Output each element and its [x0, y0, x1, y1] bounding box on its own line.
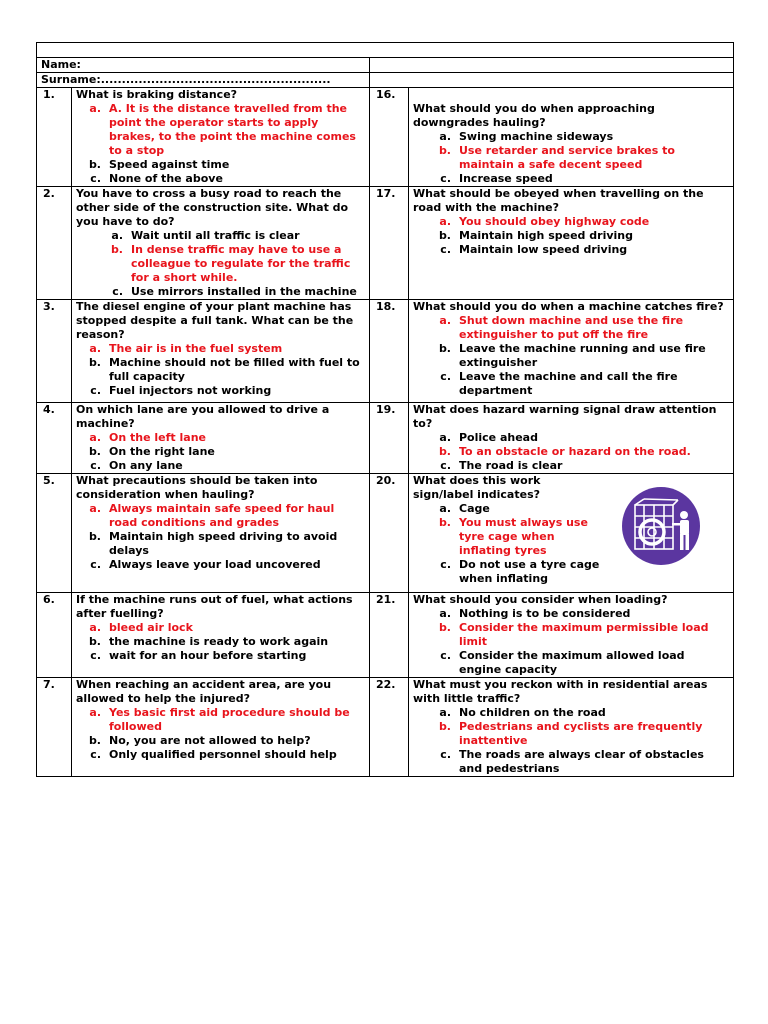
- option-text: Speed against time: [109, 158, 230, 171]
- answer-option[interactable]: [76, 459, 365, 473]
- option-text: bleed air lock: [109, 621, 193, 634]
- option-text: Machine should not be filled with fuel to full capacity: [109, 356, 360, 383]
- question-text: If the machine runs out of fuel, what actions after fuelling?: [76, 593, 353, 620]
- option-letter: c.: [440, 649, 451, 662]
- question-cell: [72, 300, 370, 403]
- option-letter: a.: [89, 431, 101, 444]
- option-letter: a.: [439, 607, 451, 620]
- answer-option[interactable]: [76, 530, 365, 558]
- question-cell: [409, 678, 734, 777]
- answer-option[interactable]: [76, 734, 365, 748]
- blank-cell: [37, 43, 734, 58]
- option-text: Always maintain safe speed for haul road conditions and grades: [109, 502, 335, 529]
- option-letter: b.: [438, 342, 451, 355]
- question-text: What is braking distance?: [76, 88, 238, 101]
- answer-option[interactable]: [76, 172, 365, 186]
- option-text: In dense traffic may have to use a colleague to regulate for the traffic for a short while.: [131, 243, 351, 284]
- answer-option-correct[interactable]: [413, 516, 603, 558]
- option-text: On the left lane: [109, 431, 206, 444]
- answer-option-correct[interactable]: [76, 502, 365, 530]
- answer-option[interactable]: [413, 649, 729, 677]
- question-text: What precautions should be taken into consideration when hauling?: [76, 474, 318, 501]
- question-cell: [72, 678, 370, 777]
- answer-options: [413, 706, 729, 776]
- question-text: The diesel engine of your plant machine has stopped despite a full tank. What can be the reason?: [76, 300, 354, 341]
- option-letter: b.: [88, 158, 101, 171]
- option-letter: b.: [438, 621, 451, 634]
- option-letter: a.: [89, 102, 101, 115]
- question-number: 7.: [37, 678, 72, 777]
- answer-option-correct[interactable]: [76, 706, 365, 734]
- option-letter: b.: [438, 445, 451, 458]
- blank-cell: [370, 58, 734, 73]
- question-cell: [72, 187, 370, 300]
- answer-option[interactable]: [76, 649, 365, 663]
- answer-option-correct[interactable]: [76, 621, 365, 635]
- answer-option-correct[interactable]: [76, 102, 365, 158]
- answer-option[interactable]: [76, 229, 365, 243]
- question-cell: [409, 88, 734, 187]
- option-letter: c.: [440, 172, 451, 185]
- option-text: Maintain high speed driving to avoid delays: [109, 530, 338, 557]
- question-text: On which lane are you allowed to drive a machine?: [76, 403, 330, 430]
- question-row: [37, 88, 734, 187]
- question-number: 21.: [370, 593, 409, 678]
- option-letter: b.: [88, 445, 101, 458]
- question-text: What should you do when a machine catches fire?: [413, 300, 724, 313]
- option-text: No, you are not allowed to help?: [109, 734, 311, 747]
- option-text: You should obey highway code: [459, 215, 650, 228]
- answer-option[interactable]: [413, 706, 729, 720]
- answer-options: [413, 607, 729, 677]
- option-text: On the right lane: [109, 445, 215, 458]
- question-row: [37, 300, 734, 403]
- answer-option[interactable]: [413, 342, 729, 370]
- question-text: What should be obeyed when travelling on the road with the machine?: [413, 187, 704, 214]
- answer-option-correct[interactable]: [413, 445, 729, 459]
- option-letter: c.: [90, 558, 101, 571]
- answer-options: [76, 229, 365, 299]
- answer-option[interactable]: [76, 748, 365, 762]
- answer-options: [76, 706, 365, 762]
- answer-option[interactable]: [76, 356, 365, 384]
- question-row: [37, 187, 734, 300]
- option-text: Consider the maximum permissible load limit: [459, 621, 709, 648]
- question-number: 17.: [370, 187, 409, 300]
- option-text: None of the above: [109, 172, 223, 185]
- answer-option[interactable]: [413, 459, 729, 473]
- option-text: Fuel injectors not working: [109, 384, 272, 397]
- option-text: A. It is the distance travelled from the point the operator starts to apply brakes, to the point the machine comes to a stop: [109, 102, 356, 157]
- option-letter: b.: [438, 516, 451, 529]
- option-letter: c.: [90, 459, 101, 472]
- option-letter: a.: [439, 706, 451, 719]
- question-text: When reaching an accident area, are you allowed to help the injured?: [76, 678, 332, 705]
- option-text: Nothing is to be considered: [459, 607, 631, 620]
- option-letter: b.: [110, 243, 123, 256]
- option-letter: a.: [439, 431, 451, 444]
- quiz-table: [36, 42, 734, 777]
- option-text: You must always use tyre cage when inflating tyres: [459, 516, 588, 557]
- answer-option[interactable]: [413, 172, 729, 186]
- answer-options: [76, 502, 365, 572]
- answer-option[interactable]: [413, 229, 729, 243]
- question-row: [37, 403, 734, 474]
- option-text: the machine is ready to work again: [109, 635, 329, 648]
- question-row: [37, 593, 734, 678]
- option-letter: c.: [440, 459, 451, 472]
- option-letter: b.: [438, 720, 451, 733]
- question-number: 19.: [370, 403, 409, 474]
- option-text: Maintain high speed driving: [459, 229, 633, 242]
- option-letter: b.: [88, 635, 101, 648]
- option-text: The roads are always clear of obstacles and pedestrians: [459, 748, 704, 775]
- option-text: Police ahead: [459, 431, 538, 444]
- option-text: To an obstacle or hazard on the road.: [459, 445, 691, 458]
- answer-option[interactable]: [413, 607, 729, 621]
- option-text: Only qualified personnel should help: [109, 748, 337, 761]
- question-number: 6.: [37, 593, 72, 678]
- answer-option[interactable]: [413, 431, 729, 445]
- surname-row: [37, 73, 734, 88]
- answer-options: [413, 314, 729, 398]
- option-letter: b.: [438, 229, 451, 242]
- option-text: Maintain low speed driving: [459, 243, 628, 256]
- answer-option-correct[interactable]: [413, 314, 729, 342]
- answer-options: [413, 502, 603, 586]
- answer-options: [413, 215, 729, 257]
- question-text: What should you do when approaching downgrades hauling?: [413, 102, 655, 129]
- answer-options: [76, 431, 365, 473]
- question-row: [37, 678, 734, 777]
- option-letter: b.: [88, 356, 101, 369]
- option-letter: c.: [440, 243, 451, 256]
- option-text: Swing machine sideways: [459, 130, 614, 143]
- question-number: 5.: [37, 474, 72, 593]
- option-letter: a.: [89, 342, 101, 355]
- answer-option-correct[interactable]: [413, 621, 729, 649]
- option-letter: a.: [89, 502, 101, 515]
- answer-option[interactable]: [413, 502, 603, 516]
- answer-option[interactable]: [76, 445, 365, 459]
- quiz-sheet: [36, 42, 733, 777]
- option-text: Cage: [459, 502, 490, 515]
- option-letter: b.: [88, 734, 101, 747]
- answer-option[interactable]: [413, 130, 729, 144]
- answer-option-correct[interactable]: [413, 720, 729, 748]
- answer-option[interactable]: [76, 558, 365, 572]
- question-text: What must you reckon with in residential areas with little traffic?: [413, 678, 708, 705]
- option-letter: c.: [90, 649, 101, 662]
- option-letter: a.: [439, 314, 451, 327]
- option-letter: a.: [439, 215, 451, 228]
- option-text: The air is in the fuel system: [109, 342, 283, 355]
- option-letter: a.: [89, 706, 101, 719]
- option-letter: c.: [440, 558, 451, 571]
- answer-option[interactable]: [76, 285, 365, 299]
- option-text: No children on the road: [459, 706, 606, 719]
- question-number: 2.: [37, 187, 72, 300]
- answer-options: [76, 342, 365, 398]
- spacer: [413, 88, 729, 102]
- answer-option[interactable]: [76, 158, 365, 172]
- tyre-cage-sign-icon: [622, 487, 700, 565]
- question-text: What does hazard warning signal draw attention to?: [413, 403, 717, 430]
- answer-option[interactable]: [413, 370, 729, 398]
- answer-option-correct[interactable]: [413, 215, 729, 229]
- answer-option[interactable]: [413, 748, 729, 776]
- option-text: Leave the machine and call the fire department: [459, 370, 678, 397]
- question-number: 16.: [370, 88, 409, 187]
- option-letter: a.: [111, 229, 123, 242]
- question-number: 4.: [37, 403, 72, 474]
- question-text: What does this work sign/label indicates?: [413, 474, 541, 501]
- question-number: 1.: [37, 88, 72, 187]
- option-text: Consider the maximum allowed load engine capacity: [459, 649, 685, 676]
- question-cell: [72, 593, 370, 678]
- question-cell: [409, 593, 734, 678]
- surname-field[interactable]: Surname:.......................................................: [37, 73, 370, 88]
- option-letter: a.: [439, 502, 451, 515]
- option-letter: b.: [88, 530, 101, 543]
- option-text: Use mirrors installed in the machine: [131, 285, 357, 298]
- answer-option-correct[interactable]: [76, 243, 365, 285]
- question-cell: [409, 403, 734, 474]
- question-number: 3.: [37, 300, 72, 403]
- question-cell: [409, 187, 734, 300]
- option-text: Yes basic first aid procedure should be followed: [109, 706, 350, 733]
- answer-options: [76, 102, 365, 186]
- option-letter: c.: [90, 172, 101, 185]
- option-letter: c.: [112, 285, 123, 298]
- answer-option[interactable]: [413, 243, 729, 257]
- option-letter: c.: [90, 384, 101, 397]
- option-letter: a.: [439, 130, 451, 143]
- question-cell: [72, 88, 370, 187]
- name-field[interactable]: Name:: [37, 58, 370, 73]
- question-cell: [409, 300, 734, 403]
- option-letter: c.: [90, 748, 101, 761]
- option-text: Always leave your load uncovered: [109, 558, 321, 571]
- answer-options: [76, 621, 365, 663]
- answer-options: [413, 130, 729, 186]
- top-blank-row: [37, 43, 734, 58]
- answer-options: [413, 431, 729, 473]
- question-number: 22.: [370, 678, 409, 777]
- option-text: wait for an hour before starting: [109, 649, 307, 662]
- answer-option-correct[interactable]: [76, 342, 365, 356]
- question-number: 20.: [370, 474, 409, 593]
- option-text: Wait until all traffic is clear: [131, 229, 300, 242]
- option-letter: c.: [440, 748, 451, 761]
- option-text: Shut down machine and use the fire extinguisher to put off the fire: [459, 314, 684, 341]
- option-text: Increase speed: [459, 172, 553, 185]
- option-text: On any lane: [109, 459, 183, 472]
- question-number: 18.: [370, 300, 409, 403]
- answer-option[interactable]: [413, 558, 603, 586]
- option-text: Use retarder and service brakes to maintain a safe decent speed: [459, 144, 675, 171]
- answer-option-correct[interactable]: [413, 144, 729, 172]
- question-cell: [72, 474, 370, 593]
- question-text: You have to cross a busy road to reach the other side of the construction site. What do you have to do?: [76, 187, 349, 228]
- answer-option[interactable]: [76, 635, 365, 649]
- option-letter: a.: [89, 621, 101, 634]
- option-text: Do not use a tyre cage when inflating: [459, 558, 600, 585]
- option-text: Leave the machine running and use fire extinguisher: [459, 342, 706, 369]
- blank-cell: [370, 73, 734, 88]
- option-letter: c.: [440, 370, 451, 383]
- option-text: Pedestrians and cyclists are frequently inattentive: [459, 720, 703, 747]
- option-letter: b.: [438, 144, 451, 157]
- option-text: The road is clear: [459, 459, 563, 472]
- question-cell: [72, 403, 370, 474]
- question-text: What should you consider when loading?: [413, 593, 668, 606]
- answer-option[interactable]: [76, 384, 365, 398]
- name-row: [37, 58, 734, 73]
- answer-option-correct[interactable]: [76, 431, 365, 445]
